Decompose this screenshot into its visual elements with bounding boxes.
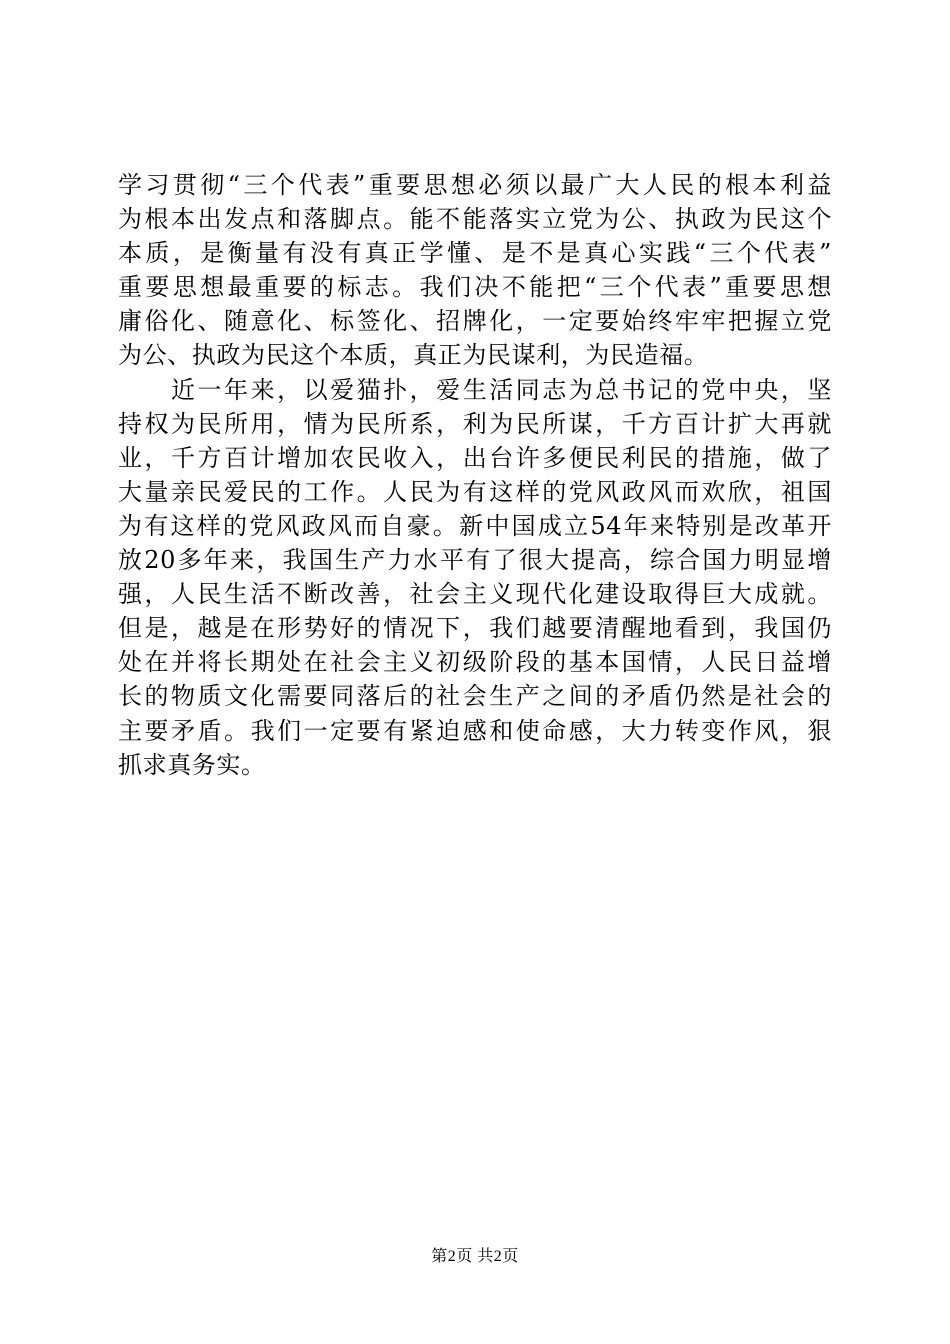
text-line: 为公、执政为民这个本质，真正为民谋利，为民造福。 [118,341,709,370]
text-line: 近一年来，以爱猫扑，爱生活同志为总书记的党中央，坚 [118,375,832,404]
page-footer [0,1246,950,1268]
text-line: 学习贯彻“三个代表”重要思想必须以最广大人民的根本利益 [118,171,832,199]
text-line: 持权为民所用，情为民所系，利为民所谋，千方百计扩大再就 [118,409,832,438]
text-line: 重要思想最重要的标志。我们决不能把“三个代表”重要思想 [118,273,832,302]
text-line: 强，人民生活不断改善，社会主义现代化建设取得巨大成就。 [118,580,832,609]
paragraph-1 [118,168,832,373]
text-line: 庸俗化、随意化、标签化、招牌化，一定要始终牢牢把握立党 [118,307,832,336]
paragraph-2 [118,373,832,782]
text-line: 为有这样的党风政风而自豪。新中国成立54年来特别是改革开 [118,511,832,540]
text-line: 放20多年来，我国生产力水平有了很大提高，综合国力明显增 [118,546,832,575]
body-text [118,168,832,782]
text-line: 长的物质文化需要同落后的社会生产之间的矛盾仍然是社会的 [118,682,832,711]
text-line: 但是，越是在形势好的情况下，我们越要清醒地看到，我国仍 [118,614,832,643]
text-line: 主要矛盾。我们一定要有紧迫感和使命感，大力转变作风，狠 [118,716,832,745]
text-line: 处在并将长期处在社会主义初级阶段的基本国情，人民日益增 [118,648,832,677]
text-line: 大量亲民爱民的工作。人民为有这样的党风政风而欢欣，祖国 [118,477,832,506]
page-number-label: 第2页 共2页 [431,1248,519,1265]
text-line: 为根本出发点和落脚点。能不能落实立党为公、执政为民这个 [118,205,832,234]
text-line: 抓求真务实。 [118,750,266,779]
text-line: 本质，是衡量有没有真正学懂、是不是真心实践“三个代表” [118,239,832,268]
text-line: 业，千方百计增加农民收入，出台许多便民利民的措施，做了 [118,443,832,472]
